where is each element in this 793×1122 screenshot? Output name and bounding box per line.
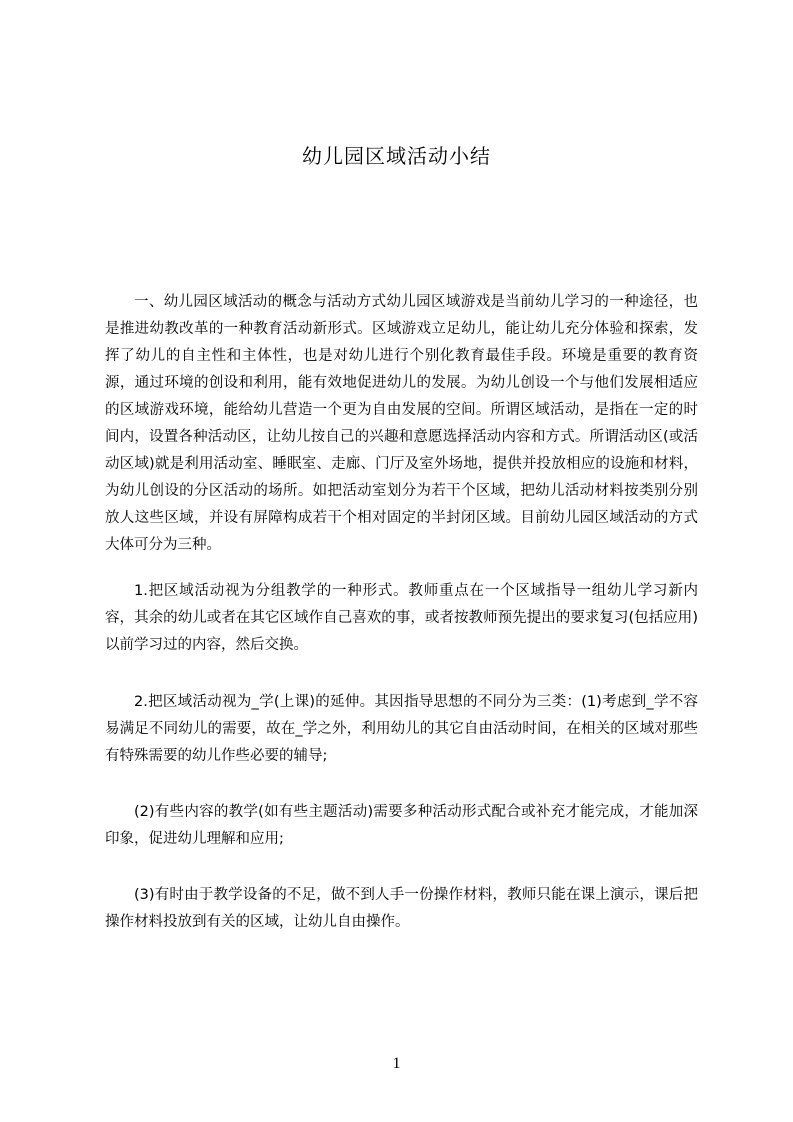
paragraph-method-two: 2.把区域活动视为_学(上课)的延伸。其因指导思想的不同分为三类：(1)考虑到_学不容易满足不同幼儿的需要，故在_学之外，利用幼儿的其它自由活动时间，在相关的区域对那些有特殊需要的幼儿作些必要的辅导; xyxy=(105,694,698,764)
document-title: 幼儿园区域活动小结 xyxy=(302,144,491,168)
paragraph-area-activity-concept: 一、幼儿园区域活动的概念与活动方式幼儿园区域游戏是当前幼儿学习的一种途径，也是推进幼教改革的一种教育活动新形式。区域游戏立足幼儿，能让幼儿充分体验和探索，发挥了幼儿的自主性和主体性，也是对幼儿进行个别化教育最佳手段。环境是重要的教育资源，通过环境的创设和利用，能有效地促进幼儿的发展。为幼儿创设一个与他们发展相适应的区域游戏环境，能给幼儿营造一个更为自由发展的空间。所谓区域活动，是指在一定的时间内，设置各种活动区，让幼儿按自己的兴趣和意愿选择活动内容和方式。所谓活动区(或活动区域)就是利用活动室、睡眠室、走廊、门厅及室外场地，提供并投放相应的设施和材料，为幼儿创设的分区活动的场所。如把活动室划分为若干个区域，把幼儿活动材料按类别分别放人这些区域，并设有屏障构成若干个相对固定的半封闭区域。目前幼儿园区域活动的方式大体可分为三种。 xyxy=(105,294,698,553)
paragraph-method-two-item-two: (2)有些内容的教学(如有些主题活动)需要多种活动形式配合或补充才能完成，才能加深印象，促进幼儿理解和应用; xyxy=(105,804,698,847)
paragraph-method-one: 1.把区域活动视为分组教学的一种形式。教师重点在一个区域指导一组幼儿学习新内容，其余的幼儿或者在其它区域作自己喜欢的事，或者按教师预先提出的要求复习(包括应用)以前学习过的内容，然后交换。 xyxy=(105,583,698,653)
page-number: 1 xyxy=(392,1055,401,1072)
paragraph-method-two-item-three: (3)有时由于教学设备的不足，做不到人手一份操作材料，教师只能在课上演示，课后把操作材料投放到有关的区域，让幼儿自由操作。 xyxy=(105,887,698,930)
